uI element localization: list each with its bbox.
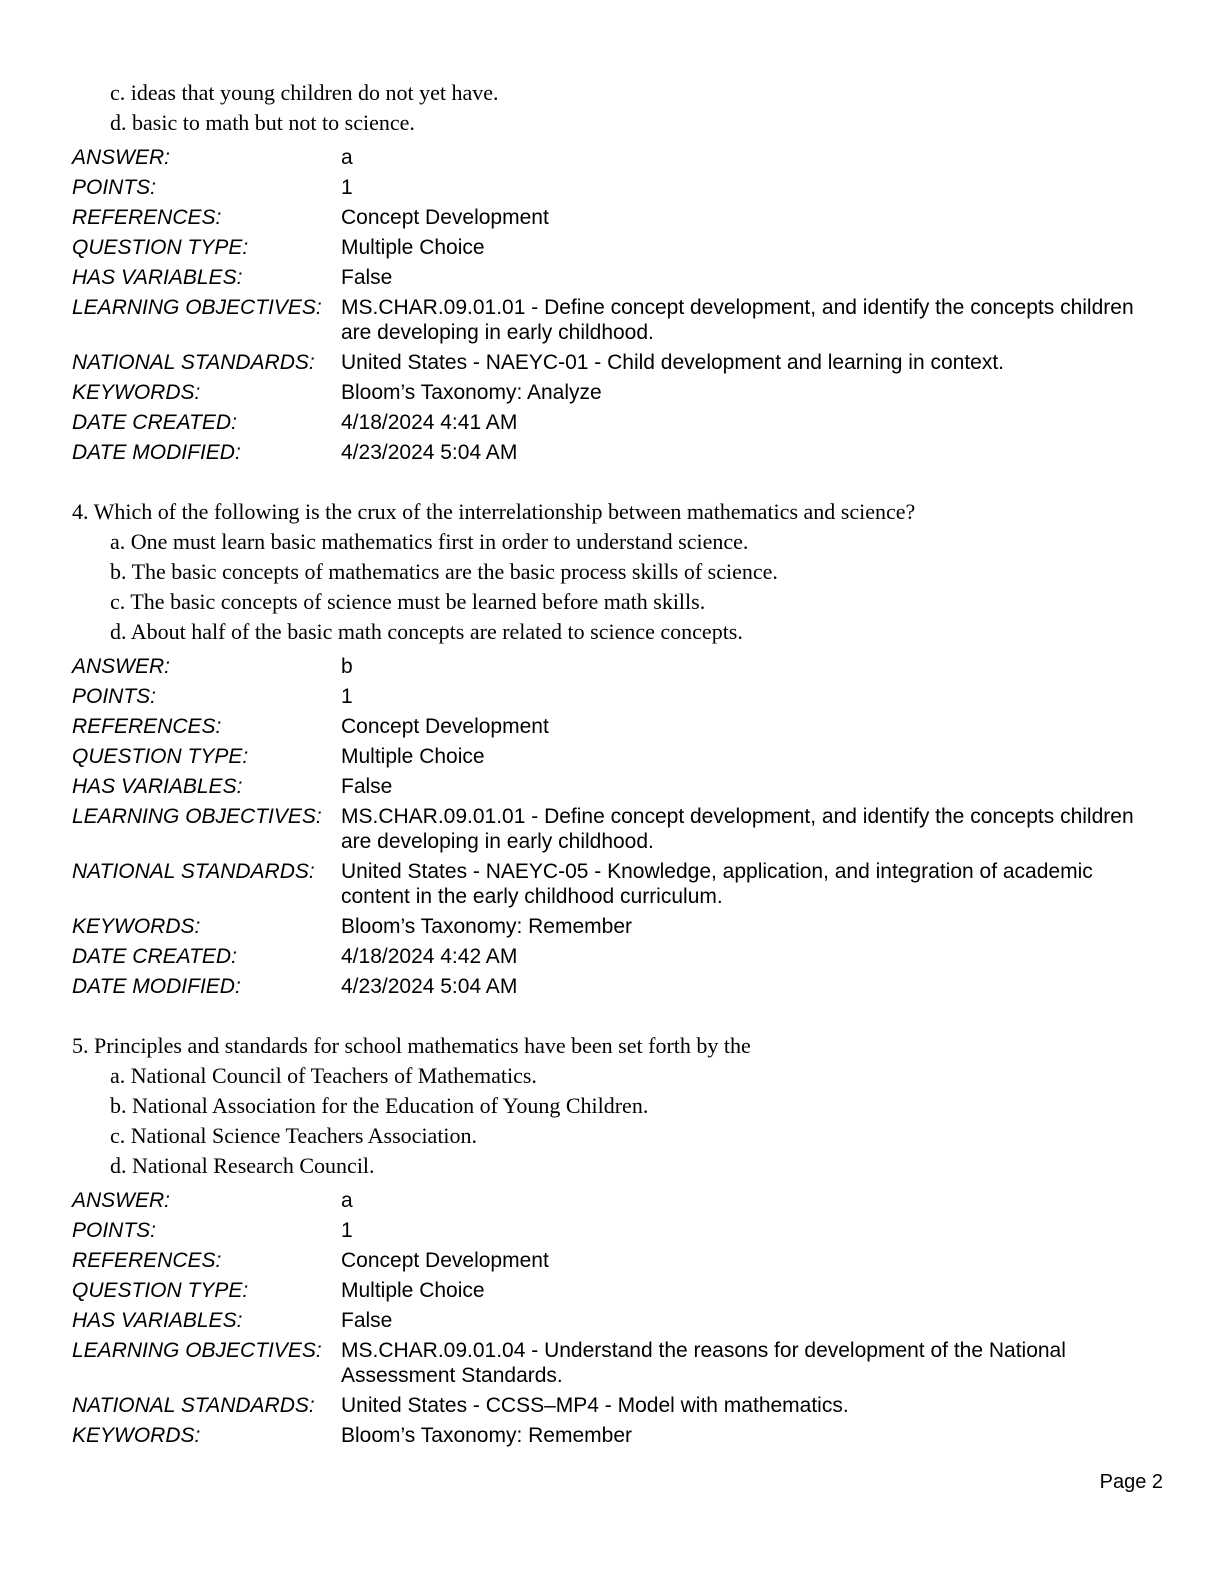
meta-row [72,684,1163,709]
meta-label: KEYWORDS: [72,915,201,938]
meta-label: HAS VARIABLES: [72,266,243,289]
meta-label: REFERENCES: [72,715,222,738]
meta-value: Concept Development [341,1249,549,1272]
meta-value: False [341,775,393,798]
meta-value: Multiple Choice [341,1279,485,1302]
meta-value: 4/23/2024 5:04 AM [341,975,518,998]
meta-row [72,859,1163,909]
meta-value: Multiple Choice [341,236,485,259]
meta-row [72,350,1163,375]
meta-row [72,235,1163,260]
meta-value: 4/23/2024 5:04 AM [341,441,518,464]
option-line: d. basic to math but not to science. [110,110,415,135]
meta-label: POINTS: [72,1219,157,1242]
meta-label: DATE CREATED: [72,945,237,968]
meta-row [72,380,1163,405]
meta-row [72,1393,1163,1418]
meta-label: KEYWORDS: [72,381,201,404]
meta-label: ANSWER: [72,1189,171,1212]
question-text: 5. Principles and standards for school mathematics have been set forth by the [72,1033,751,1058]
meta-value: Multiple Choice [341,745,485,768]
meta-value: Concept Development [341,206,549,229]
meta-row [72,1248,1163,1273]
question-block [72,497,1163,999]
meta-row [72,1278,1163,1303]
meta-value: Bloom’s Taxonomy: Remember [341,1424,633,1447]
meta-value: 1 [341,1219,353,1242]
meta-row [72,974,1163,999]
meta-value: Bloom’s Taxonomy: Remember [341,915,633,938]
meta-row [72,774,1163,799]
meta-row [72,714,1163,739]
options-list [72,1061,1163,1181]
meta-label: LEARNING OBJECTIVES: [72,805,322,828]
meta-value: 4/18/2024 4:42 AM [341,945,518,968]
meta-row [72,1188,1163,1213]
option-line: c. The basic concepts of science must be learned before math skills. [110,589,706,614]
meta-row [72,265,1163,290]
option-line: a. National Council of Teachers of Mathematics. [110,1063,537,1088]
meta-row [72,944,1163,969]
meta-list [72,1188,1163,1448]
meta-list [72,654,1163,999]
meta-label: KEYWORDS: [72,1424,201,1447]
meta-value: United States - NAEYC-05 - Knowledge, application, and integration of academic content in the early childhood curriculum. [341,860,1093,908]
meta-row [72,654,1163,679]
meta-label: NATIONAL STANDARDS: [72,860,315,883]
meta-value: 1 [341,176,353,199]
meta-label: LEARNING OBJECTIVES: [72,1339,322,1362]
meta-label: QUESTION TYPE: [72,1279,249,1302]
option-line: d. About half of the basic math concepts are related to science concepts. [110,619,743,644]
meta-row [72,1338,1163,1388]
meta-value: b [341,655,353,678]
meta-row [72,440,1163,465]
meta-value: United States - NAEYC-01 - Child development and learning in context. [341,351,1005,374]
meta-value: False [341,1309,393,1332]
meta-row [72,145,1163,170]
meta-value: False [341,266,393,289]
option-line: c. National Science Teachers Association. [110,1123,478,1148]
meta-label: POINTS: [72,176,157,199]
meta-value: a [341,146,353,169]
meta-value: Bloom’s Taxonomy: Analyze [341,381,602,404]
options-list [72,527,1163,647]
option-line: c. ideas that young children do not yet have. [110,80,499,105]
meta-label: HAS VARIABLES: [72,1309,243,1332]
meta-label: DATE MODIFIED: [72,975,241,998]
meta-label: DATE CREATED: [72,411,237,434]
meta-label: REFERENCES: [72,206,222,229]
meta-row [72,410,1163,435]
meta-row [72,744,1163,769]
question-block [72,78,1163,465]
options-list [72,78,1163,138]
meta-label: POINTS: [72,685,157,708]
meta-value: Concept Development [341,715,549,738]
meta-row [72,175,1163,200]
meta-value: 4/18/2024 4:41 AM [341,411,518,434]
meta-row [72,295,1163,345]
meta-label: DATE MODIFIED: [72,441,241,464]
meta-row [72,205,1163,230]
meta-label: NATIONAL STANDARDS: [72,351,315,374]
meta-value: MS.CHAR.09.01.04 - Understand the reasons for development of the National Assessment Standards. [341,1339,1066,1387]
meta-value: MS.CHAR.09.01.01 - Define concept development, and identify the concepts children are developing in early childhood. [341,296,1134,344]
meta-row [72,914,1163,939]
meta-label: QUESTION TYPE: [72,745,249,768]
meta-row [72,804,1163,854]
meta-label: NATIONAL STANDARDS: [72,1394,315,1417]
meta-label: ANSWER: [72,146,171,169]
meta-value: a [341,1189,353,1212]
meta-label: ANSWER: [72,655,171,678]
meta-value: United States - CCSS–MP4 - Model with mathematics. [341,1394,849,1417]
option-line: b. The basic concepts of mathematics are the basic process skills of science. [110,559,778,584]
page-number: Page 2 [1099,1471,1163,1493]
meta-label: QUESTION TYPE: [72,236,249,259]
meta-row [72,1218,1163,1243]
option-line: a. One must learn basic mathematics first in order to understand science. [110,529,749,554]
option-line: d. National Research Council. [110,1153,375,1178]
meta-value: 1 [341,685,353,708]
meta-row [72,1308,1163,1333]
meta-label: HAS VARIABLES: [72,775,243,798]
meta-label: LEARNING OBJECTIVES: [72,296,322,319]
meta-value: MS.CHAR.09.01.01 - Define concept development, and identify the concepts children are developing in early childhood. [341,805,1134,853]
meta-label: REFERENCES: [72,1249,222,1272]
question-text: 4. Which of the following is the crux of the interrelationship between mathematics and science? [72,499,916,524]
question-block [72,1031,1163,1448]
meta-list [72,145,1163,465]
meta-row [72,1423,1163,1448]
option-line: b. National Association for the Education of Young Children. [110,1093,649,1118]
